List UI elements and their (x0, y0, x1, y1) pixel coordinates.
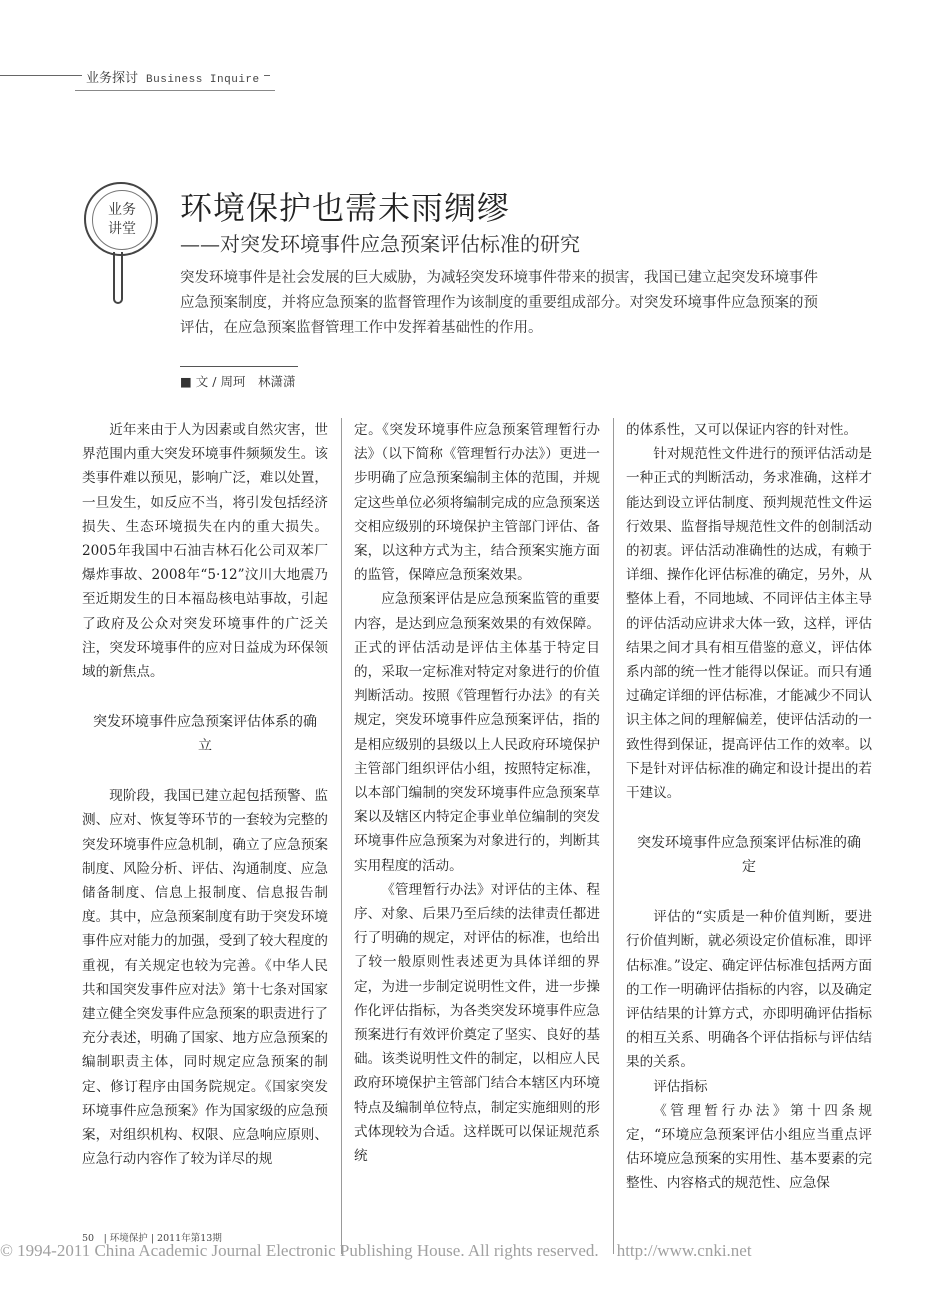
badge-line1: 业务 (108, 202, 136, 218)
copyright-text: © 1994-2011 China Academic Journal Electronic Publishing House. All rights reserved. (0, 1241, 599, 1260)
section-label-en: Business Inquire (146, 74, 260, 86)
magnifier-handle (113, 252, 123, 304)
article-subtitle: ——对突发环境事件应急预案评估标准的研究 (180, 232, 580, 256)
column-1 (82, 418, 328, 1171)
badge-line2: 讲堂 (108, 221, 136, 237)
column-divider (341, 418, 342, 1254)
badge-text (92, 190, 152, 250)
paragraph: 的体系性，又可以保证内容的针对性。 (626, 422, 858, 438)
paragraph: 现阶段，我国已建立起包括预警、监测、应对、恢复等环节的一套较为完整的突发环境事件应急机制，确立了应急预案制度、风险分析、评估、沟通制度、应急储备制度、信息上报制度、信息报告制度。其中，应急预案制度有助于突发环境事件应对能力的加强，受到了较大程度的重视，有关规定也较为完善。《中华人民共和国突发事件应对法》第十七条对国家建立健全突发事件应急预案的职责进行了充分表述，明确了国家、地方应急预案的编制职责主体，同时规定应急预案的制定、修订程序由国务院规定。《国家突发环境事件应急预案》作为国家级的应急预案，对组织机构、权限、应急响应原则、应急行动内容作了较为详尽的规 (82, 788, 328, 1168)
paragraph: 《管理暂行办法》对评估的主体、程序、对象、后果乃至后续的法律责任都进行了明确的规定，对评估的标准，也给出了较一般原则性表述更为具体详细的界定，为进一步制定说明性文件，进一步操作化评估指标，为各类突发环境事件应急预案进行有效评价奠定了坚实、良好的基础。该类说明性文件的制定，以相应人民政府环境保护主管部门结合本辖区内环境特点及编制单位特点，制定实施细则的形式体现较为合适。这样既可以保证规范系统 (354, 881, 600, 1165)
paragraph: 近年来由于人为因素或自然灾害，世界范围内重大突发环境事件频频发生。该类事件难以预见，影响广泛，难以处置，一旦发生，如反应不当，将引发包括经济损失、生态环境损失在内的重大损失。2005年我国中石油吉林石化公司双苯厂爆炸事故、2008年“5·12”汶川大地震乃至近期发生的日本福岛核电站事故，引起了政府及公众对突发环境事件的广泛关注，突发环境事件的应对日益成为环保领域的新焦点。 (82, 422, 328, 681)
section-label-cn: 业务探讨 (86, 71, 139, 86)
copyright-line (0, 1241, 950, 1261)
paragraph: 针对规范性文件进行的预评估活动是一种正式的判断活动，务求准确，这样才能达到设立评估制度、预判规范性文件运行效果、监督指导规范性文件的创制活动的初衷。评估活动准确性的达成，有赖于详细、操作化评估标准的确定，另外，从整体上看，不同地域、不同评估主体主导的评估活动应讲求大体一致，这样，评估结果之间才具有相互借鉴的意义，评估体系内部的统一性才能得以保证。而只有通过确定详细的评估标准，才能减少不同认识主体之间的理解偏差，使评估活动的一致性得到保证，提高评估工作的效率。以下是针对评估标准的确定和设计提出的若干建议。 (626, 446, 872, 802)
author-rule (180, 366, 298, 367)
paragraph: 应急预案评估是应急预案监管的重要内容，是达到应急预案效果的有效保障。正式的评估活动是评估主体基于特定目的，采取一定标准对特定对象进行的价值判断活动。按照《管理暂行办法》的有关规定，突发环境事件应急预案评估，指的是相应级别的县级以上人民政府环境保护主管部门组织评估小组，按照特定标准，以本部门编制的突发环境事件应急预案草案以及辖区内特定企事业单位编制的突发环境事件应急预案为对象进行的，判断其实用程度的活动。 (354, 591, 600, 874)
column-divider (613, 418, 614, 1254)
paragraph: 评估的“实质是一种价值判断，要进行价值判断，就必须设定价值标准，即评估标准。”设定、确定评估标准包括两方面的工作一明确评估指标的内容，以及确定评估结果的计算方式，亦即明确评估指标的相互关系、明确各个评估指标与评估结果的关系。 (626, 909, 872, 1071)
article-abstract (180, 266, 820, 341)
magnifier-badge-icon (84, 182, 158, 256)
section-heading: 突发环境事件应急预案评估体系的确立 (93, 714, 317, 755)
column-2 (354, 418, 600, 1168)
abstract-text: 突发环境事件是社会发展的巨大威胁，为减轻突发环境事件带来的损害，我国已建立起突发环境事件应急预案制度，并将应急预案的监督管理作为该制度的重要组成部分。对突发环境事件应急预案的预评估，在应急预案监督管理工作中发挥着基础性的作用。 (180, 270, 818, 336)
column-3 (626, 418, 872, 1196)
article-author: ■ 文 / 周珂 林潇潇 (180, 374, 296, 389)
page-footer: 50 | 环境保护 | 2011年第13期 (82, 1233, 222, 1244)
paragraph: 《管理暂行办法》第十四条规定，“环境应急预案评估小组应当重点评估环境应急预案的实用性、基本要素的完整性、内容格式的规范性、应急保 (626, 1102, 872, 1192)
subheading: 评估指标 (653, 1078, 708, 1095)
article-title: 环境保护也需未雨绸缪 (180, 189, 511, 227)
section-label (82, 67, 264, 86)
section-heading: 突发环境事件应急预案评估标准的确定 (637, 835, 861, 876)
paragraph: 定。《突发环境事件应急预案管理暂行办法》（以下简称《管理暂行办法》）更进一步明确了应急预案编制主体的范围，并规定这些单位必须将编制完成的应急预案送交相应级别的环境保护主管部门评估、备案，以这种方式为主，结合预案实施方面的监管，保障应急预案效果。 (354, 422, 600, 584)
cnki-link[interactable]: http://www.cnki.net (616, 1241, 752, 1260)
header-underline (75, 90, 275, 91)
